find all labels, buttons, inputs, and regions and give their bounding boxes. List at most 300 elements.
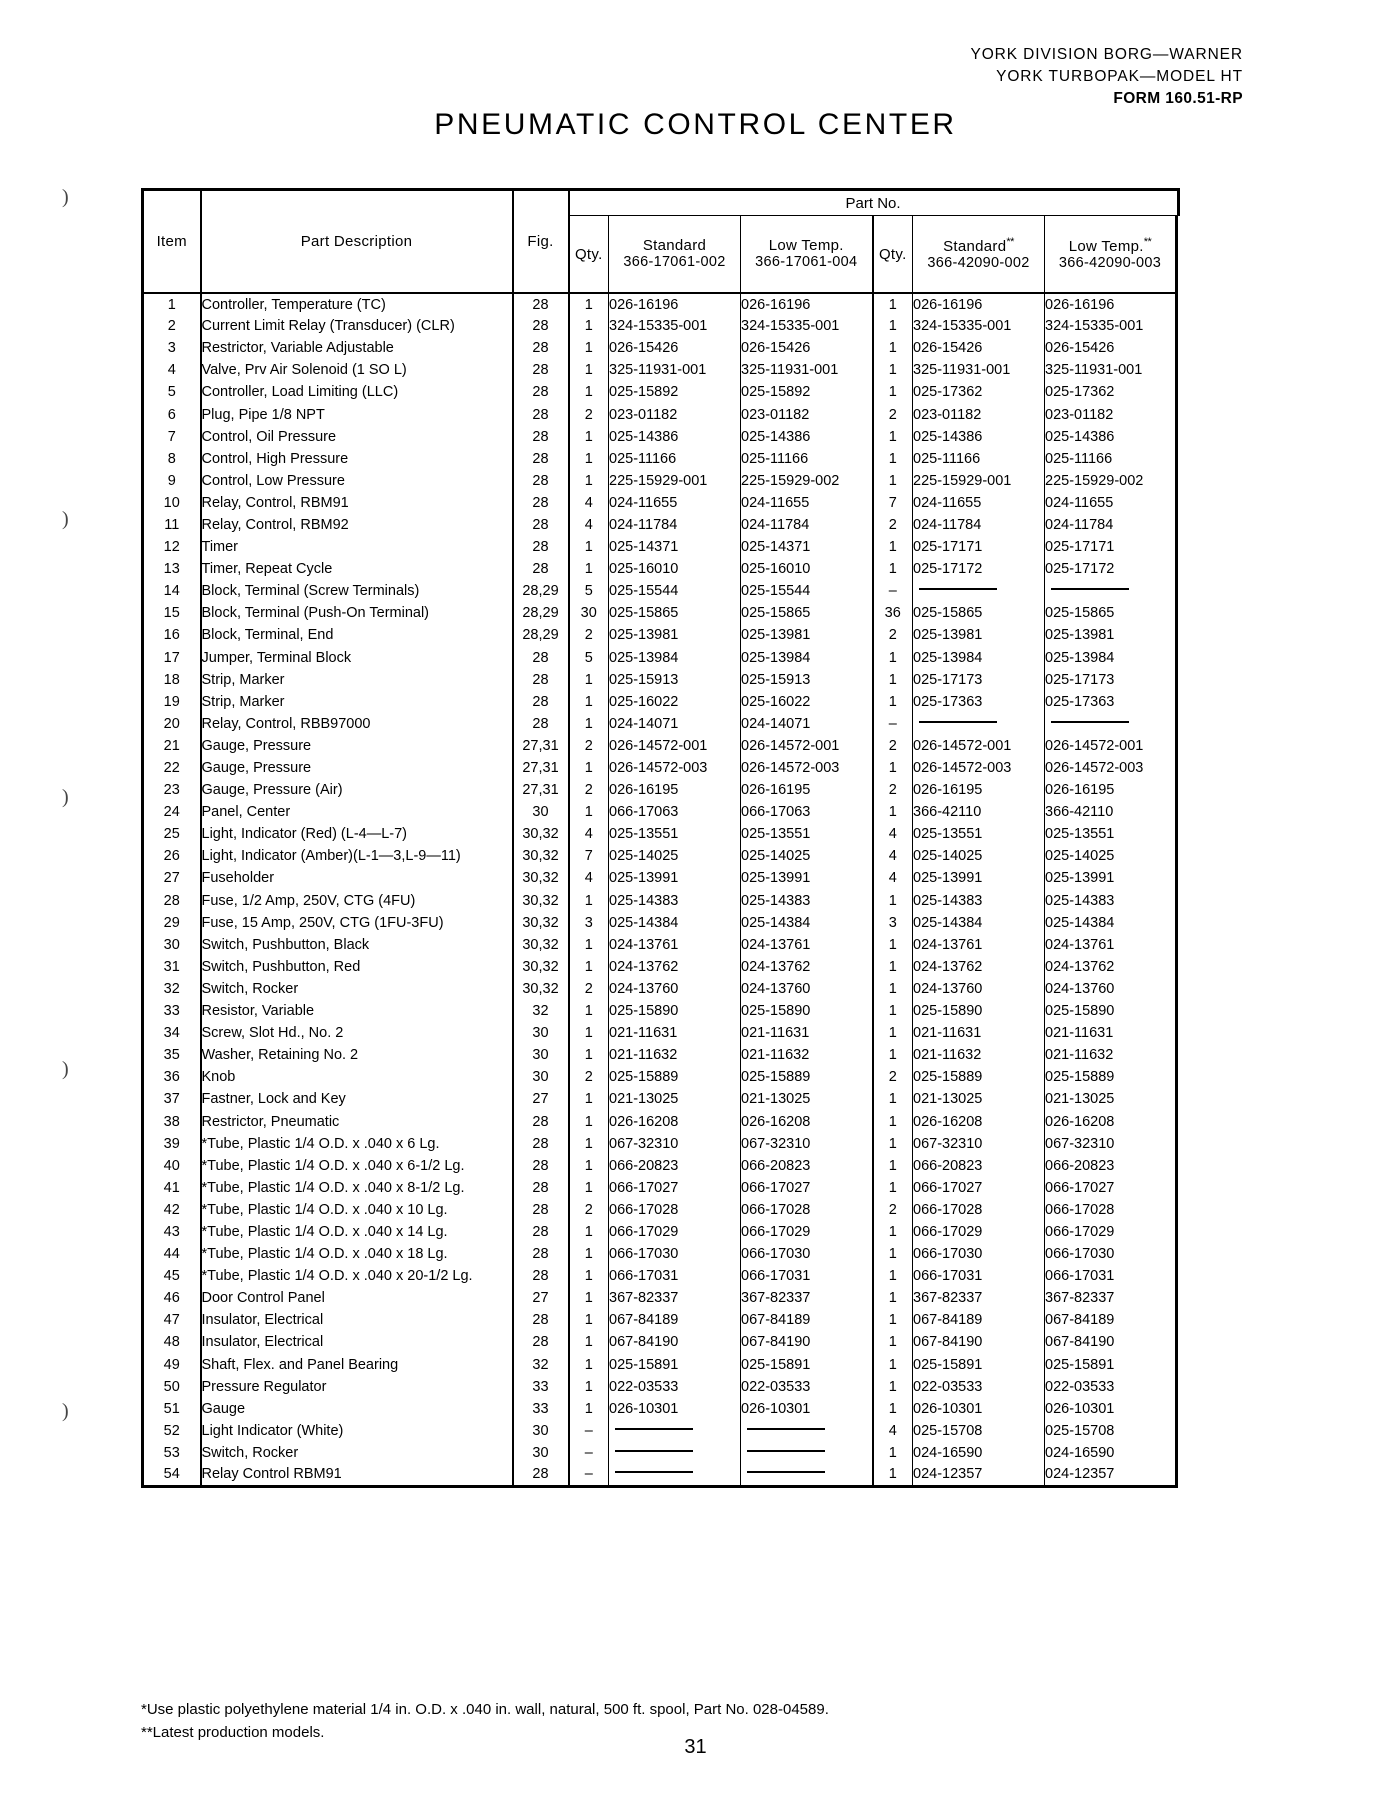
table-row bbox=[143, 1243, 1179, 1265]
cell-standard-2: 066-17027 bbox=[913, 1177, 1045, 1199]
cell-qty-2: 1 bbox=[873, 1376, 913, 1398]
table-row bbox=[143, 1376, 1179, 1398]
row-edge-spacer bbox=[1177, 757, 1179, 779]
cell-qty-1: 4 bbox=[569, 823, 609, 845]
table-row bbox=[143, 602, 1179, 624]
cell-qty-1: 1 bbox=[569, 890, 609, 912]
cell-description: Knob bbox=[201, 1066, 513, 1088]
cell-standard-2: 025-13981 bbox=[913, 624, 1045, 646]
col-header-part-no-group: Part No. bbox=[569, 190, 1177, 216]
cell-standard-2: 021-11631 bbox=[913, 1022, 1045, 1044]
cell-qty-2: 1 bbox=[873, 890, 913, 912]
cell-qty-2: 1 bbox=[873, 1110, 913, 1132]
cell-standard-1: 325-11931-001 bbox=[609, 359, 741, 381]
cell-fig: 28,29 bbox=[513, 580, 569, 602]
cell-description: Light Indicator (White) bbox=[201, 1420, 513, 1442]
cell-qty-1: 2 bbox=[569, 779, 609, 801]
cell-standard-2: 025-15708 bbox=[913, 1420, 1045, 1442]
empty-dash-rule bbox=[615, 1450, 693, 1452]
table-row bbox=[143, 1398, 1179, 1420]
cell-fig: 32 bbox=[513, 1354, 569, 1376]
table-row bbox=[143, 1199, 1179, 1221]
cell-description: Relay, Control, RBB97000 bbox=[201, 713, 513, 735]
cell-standard-1: 023-01182 bbox=[609, 403, 741, 425]
cell-description: Restrictor, Pneumatic bbox=[201, 1110, 513, 1132]
cell-lowtemp-1: 024-13760 bbox=[741, 978, 873, 1000]
cell-fig: 28 bbox=[513, 1243, 569, 1265]
cell-fig: 28 bbox=[513, 470, 569, 492]
row-edge-spacer bbox=[1177, 1265, 1179, 1287]
empty-dash-rule bbox=[747, 1428, 825, 1430]
row-edge-spacer bbox=[1177, 470, 1179, 492]
cell-lowtemp-1: 025-16022 bbox=[741, 691, 873, 713]
cell-fig: 33 bbox=[513, 1398, 569, 1420]
cell-lowtemp-2: 066-17029 bbox=[1045, 1221, 1177, 1243]
cell-lowtemp-2: 021-11631 bbox=[1045, 1022, 1177, 1044]
cell-qty-2: 4 bbox=[873, 867, 913, 889]
cell-standard-2: 025-14383 bbox=[913, 890, 1045, 912]
cell-description: Resistor, Variable bbox=[201, 1000, 513, 1022]
cell-lowtemp-1: 025-15544 bbox=[741, 580, 873, 602]
cell-lowtemp-1: 025-15889 bbox=[741, 1066, 873, 1088]
table-row bbox=[143, 381, 1179, 403]
row-edge-spacer bbox=[1177, 669, 1179, 691]
cell-item: 15 bbox=[143, 602, 201, 624]
cell-fig: 28,29 bbox=[513, 624, 569, 646]
cell-qty-2: 1 bbox=[873, 1287, 913, 1309]
row-edge-spacer bbox=[1177, 315, 1179, 337]
cell-lowtemp-2: 025-14025 bbox=[1045, 845, 1177, 867]
row-edge-spacer bbox=[1177, 1022, 1179, 1044]
cell-lowtemp-2: 026-16208 bbox=[1045, 1110, 1177, 1132]
cell-fig: 28 bbox=[513, 492, 569, 514]
cell-standard-2: 066-20823 bbox=[913, 1155, 1045, 1177]
cell-standard-2: 324-15335-001 bbox=[913, 315, 1045, 337]
cell-standard-2: 022-03533 bbox=[913, 1376, 1045, 1398]
row-edge-spacer bbox=[1177, 359, 1179, 381]
cell-fig: 28 bbox=[513, 558, 569, 580]
cell-qty-2: 1 bbox=[873, 293, 913, 315]
cell-standard-1: 066-17028 bbox=[609, 1199, 741, 1221]
cell-description: *Tube, Plastic 1/4 O.D. x .040 x 20-1/2 Lg. bbox=[201, 1265, 513, 1287]
cell-lowtemp-2: 025-13981 bbox=[1045, 624, 1177, 646]
cell-item: 1 bbox=[143, 293, 201, 315]
cell-description: Pressure Regulator bbox=[201, 1376, 513, 1398]
cell-standard-2: 025-17172 bbox=[913, 558, 1045, 580]
cell-lowtemp-1: 066-17031 bbox=[741, 1265, 873, 1287]
cell-lowtemp-2: 325-11931-001 bbox=[1045, 359, 1177, 381]
row-edge-spacer bbox=[1177, 713, 1179, 735]
cell-lowtemp-1: 025-15865 bbox=[741, 602, 873, 624]
table-row bbox=[143, 978, 1179, 1000]
cell-description: *Tube, Plastic 1/4 O.D. x .040 x 18 Lg. bbox=[201, 1243, 513, 1265]
row-edge-spacer bbox=[1177, 448, 1179, 470]
cell-lowtemp-1: 025-15913 bbox=[741, 669, 873, 691]
cell-lowtemp-2: 366-42110 bbox=[1045, 801, 1177, 823]
cell-standard-1: 026-16195 bbox=[609, 779, 741, 801]
cell-lowtemp-2 bbox=[1045, 713, 1177, 735]
cell-standard-1: 021-11631 bbox=[609, 1022, 741, 1044]
cell-standard-2: 066-17030 bbox=[913, 1243, 1045, 1265]
cell-item: 36 bbox=[143, 1066, 201, 1088]
cell-item: 14 bbox=[143, 580, 201, 602]
cell-standard-2: 025-17363 bbox=[913, 691, 1045, 713]
cell-item: 6 bbox=[143, 403, 201, 425]
table-row bbox=[143, 845, 1179, 867]
cell-qty-2: 1 bbox=[873, 315, 913, 337]
cell-fig: 28 bbox=[513, 359, 569, 381]
cell-lowtemp-2 bbox=[1045, 580, 1177, 602]
cell-lowtemp-1: 025-14384 bbox=[741, 912, 873, 934]
cell-standard-2: 025-14025 bbox=[913, 845, 1045, 867]
row-edge-spacer bbox=[1177, 1066, 1179, 1088]
cell-item: 43 bbox=[143, 1221, 201, 1243]
cell-item: 46 bbox=[143, 1287, 201, 1309]
cell-fig: 27,31 bbox=[513, 757, 569, 779]
row-edge-spacer bbox=[1177, 1464, 1179, 1486]
cell-lowtemp-2: 025-11166 bbox=[1045, 448, 1177, 470]
cell-lowtemp-1: 025-15890 bbox=[741, 1000, 873, 1022]
cell-item: 27 bbox=[143, 867, 201, 889]
cell-qty-2: 1 bbox=[873, 1243, 913, 1265]
row-edge-spacer bbox=[1177, 1133, 1179, 1155]
cell-description: *Tube, Plastic 1/4 O.D. x .040 x 6 Lg. bbox=[201, 1133, 513, 1155]
cell-lowtemp-2: 025-17173 bbox=[1045, 669, 1177, 691]
cell-qty-1: 1 bbox=[569, 1088, 609, 1110]
cell-item: 39 bbox=[143, 1133, 201, 1155]
row-edge-spacer bbox=[1177, 426, 1179, 448]
empty-dash-rule bbox=[615, 1471, 693, 1473]
cell-qty-1: 2 bbox=[569, 624, 609, 646]
cell-fig: 33 bbox=[513, 1376, 569, 1398]
cell-item: 11 bbox=[143, 514, 201, 536]
cell-lowtemp-2: 324-15335-001 bbox=[1045, 315, 1177, 337]
table-row bbox=[143, 647, 1179, 669]
cell-standard-1: 066-17027 bbox=[609, 1177, 741, 1199]
cell-lowtemp-1: 022-03533 bbox=[741, 1376, 873, 1398]
cell-standard-1: 324-15335-001 bbox=[609, 315, 741, 337]
cell-description: Light, Indicator (Amber)(L-1—3,L-9—11) bbox=[201, 845, 513, 867]
cell-qty-1: 4 bbox=[569, 867, 609, 889]
table-row bbox=[143, 757, 1179, 779]
cell-qty-1: 1 bbox=[569, 426, 609, 448]
table-row bbox=[143, 1354, 1179, 1376]
row-edge-spacer bbox=[1177, 845, 1179, 867]
cell-lowtemp-1: 025-14371 bbox=[741, 536, 873, 558]
cell-fig: 28 bbox=[513, 647, 569, 669]
cell-lowtemp-2: 024-16590 bbox=[1045, 1442, 1177, 1464]
cell-fig: 28 bbox=[513, 691, 569, 713]
cell-standard-1: 025-15865 bbox=[609, 602, 741, 624]
cell-item: 26 bbox=[143, 845, 201, 867]
cell-item: 28 bbox=[143, 890, 201, 912]
cell-description: Shaft, Flex. and Panel Bearing bbox=[201, 1354, 513, 1376]
cell-lowtemp-2: 025-17363 bbox=[1045, 691, 1177, 713]
cell-lowtemp-1: 026-10301 bbox=[741, 1398, 873, 1420]
cell-item: 37 bbox=[143, 1088, 201, 1110]
cell-standard-1: 021-11632 bbox=[609, 1044, 741, 1066]
cell-qty-2: 2 bbox=[873, 1199, 913, 1221]
cell-qty-2: 1 bbox=[873, 1133, 913, 1155]
cell-lowtemp-2: 025-15889 bbox=[1045, 1066, 1177, 1088]
cell-item: 19 bbox=[143, 691, 201, 713]
cell-lowtemp-2: 066-17031 bbox=[1045, 1265, 1177, 1287]
cell-item: 45 bbox=[143, 1265, 201, 1287]
cell-lowtemp-1: 024-14071 bbox=[741, 713, 873, 735]
cell-item: 10 bbox=[143, 492, 201, 514]
cell-standard-2: 025-17362 bbox=[913, 381, 1045, 403]
cell-qty-1: 1 bbox=[569, 757, 609, 779]
cell-item: 3 bbox=[143, 337, 201, 359]
cell-item: 5 bbox=[143, 381, 201, 403]
table-row bbox=[143, 1066, 1179, 1088]
cell-qty-2: 1 bbox=[873, 757, 913, 779]
cell-lowtemp-2: 025-15891 bbox=[1045, 1354, 1177, 1376]
cell-qty-1: 1 bbox=[569, 359, 609, 381]
cell-lowtemp-2: 026-10301 bbox=[1045, 1398, 1177, 1420]
cell-qty-2: 4 bbox=[873, 1420, 913, 1442]
cell-qty-1: – bbox=[569, 1464, 609, 1486]
col-header-lowtemp-2: Low Temp.** 366-42090-003 bbox=[1045, 216, 1177, 294]
row-edge-spacer bbox=[1177, 1331, 1179, 1353]
row-edge-spacer bbox=[1177, 1398, 1179, 1420]
footnote-single-asterisk: *Use plastic polyethylene material 1/4 in. O.D. x .040 in. wall, natural, 500 ft. spool, Part No. 028-04589. bbox=[141, 1701, 829, 1718]
cell-standard-2: 025-13984 bbox=[913, 647, 1045, 669]
cell-fig: 28 bbox=[513, 337, 569, 359]
table-row bbox=[143, 735, 1179, 757]
empty-dash-rule bbox=[747, 1450, 825, 1452]
table-row bbox=[143, 558, 1179, 580]
row-edge-spacer bbox=[1177, 934, 1179, 956]
cell-lowtemp-2: 025-15708 bbox=[1045, 1420, 1177, 1442]
cell-standard-1: 024-11655 bbox=[609, 492, 741, 514]
cell-qty-1: 4 bbox=[569, 514, 609, 536]
table-row bbox=[143, 1442, 1179, 1464]
cell-qty-2: 1 bbox=[873, 470, 913, 492]
row-edge-spacer bbox=[1177, 1155, 1179, 1177]
cell-item: 23 bbox=[143, 779, 201, 801]
empty-dash-rule bbox=[1051, 588, 1129, 590]
cell-qty-1: 1 bbox=[569, 1221, 609, 1243]
cell-item: 41 bbox=[143, 1177, 201, 1199]
row-edge-spacer bbox=[1177, 978, 1179, 1000]
cell-item: 18 bbox=[143, 669, 201, 691]
cell-standard-2: 225-15929-001 bbox=[913, 470, 1045, 492]
cell-fig: 30,32 bbox=[513, 845, 569, 867]
cell-standard-1: 025-13984 bbox=[609, 647, 741, 669]
cell-fig: 27,31 bbox=[513, 779, 569, 801]
cell-item: 22 bbox=[143, 757, 201, 779]
row-edge-spacer bbox=[1177, 558, 1179, 580]
cell-lowtemp-2: 066-20823 bbox=[1045, 1155, 1177, 1177]
header-form-line: FORM 160.51-RP bbox=[1113, 90, 1243, 107]
row-edge-spacer bbox=[1177, 1420, 1179, 1442]
cell-lowtemp-2: 021-13025 bbox=[1045, 1088, 1177, 1110]
cell-lowtemp-2: 067-84190 bbox=[1045, 1331, 1177, 1353]
cell-qty-2: 1 bbox=[873, 1265, 913, 1287]
cell-standard-1: 025-14371 bbox=[609, 536, 741, 558]
cell-lowtemp-1: 026-14572-003 bbox=[741, 757, 873, 779]
document-header bbox=[970, 44, 1243, 110]
cell-description: Valve, Prv Air Solenoid (1 SO L) bbox=[201, 359, 513, 381]
cell-qty-1: 3 bbox=[569, 912, 609, 934]
cell-lowtemp-2: 025-17172 bbox=[1045, 558, 1177, 580]
cell-description: *Tube, Plastic 1/4 O.D. x .040 x 6-1/2 Lg. bbox=[201, 1155, 513, 1177]
cell-fig: 28 bbox=[513, 1221, 569, 1243]
table-row bbox=[143, 359, 1179, 381]
cell-lowtemp-2: 024-13761 bbox=[1045, 934, 1177, 956]
cell-standard-2: 025-13991 bbox=[913, 867, 1045, 889]
cell-standard-1: 025-15913 bbox=[609, 669, 741, 691]
cell-item: 4 bbox=[143, 359, 201, 381]
cell-description: Switch, Rocker bbox=[201, 1442, 513, 1464]
standard-2-footnote-marker: ** bbox=[1006, 235, 1014, 248]
row-edge-spacer bbox=[1177, 1442, 1179, 1464]
cell-standard-2 bbox=[913, 580, 1045, 602]
cell-qty-2: 1 bbox=[873, 1000, 913, 1022]
cell-qty-2: 1 bbox=[873, 691, 913, 713]
cell-qty-2: 2 bbox=[873, 514, 913, 536]
col-header-item: Item bbox=[143, 190, 201, 294]
table-row bbox=[143, 669, 1179, 691]
table-row bbox=[143, 492, 1179, 514]
cell-qty-2: 1 bbox=[873, 934, 913, 956]
cell-item: 13 bbox=[143, 558, 201, 580]
cell-item: 12 bbox=[143, 536, 201, 558]
cell-qty-2: 2 bbox=[873, 779, 913, 801]
cell-lowtemp-1: 025-13991 bbox=[741, 867, 873, 889]
row-edge-spacer bbox=[1177, 956, 1179, 978]
cell-lowtemp-2: 066-17027 bbox=[1045, 1177, 1177, 1199]
cell-standard-1: 024-13762 bbox=[609, 956, 741, 978]
table-row bbox=[143, 1177, 1179, 1199]
cell-description: Current Limit Relay (Transducer) (CLR) bbox=[201, 315, 513, 337]
row-edge-spacer bbox=[1177, 1044, 1179, 1066]
table-row bbox=[143, 1000, 1179, 1022]
cell-fig: 27 bbox=[513, 1287, 569, 1309]
cell-standard-2: 021-13025 bbox=[913, 1088, 1045, 1110]
cell-item: 9 bbox=[143, 470, 201, 492]
cell-qty-1: 1 bbox=[569, 337, 609, 359]
row-edge-spacer bbox=[1177, 1110, 1179, 1132]
cell-qty-2: 36 bbox=[873, 602, 913, 624]
cell-standard-2: 026-14572-001 bbox=[913, 735, 1045, 757]
cell-qty-2: 1 bbox=[873, 1022, 913, 1044]
cell-standard-2: 025-11166 bbox=[913, 448, 1045, 470]
cell-fig: 28 bbox=[513, 403, 569, 425]
row-edge-spacer bbox=[1177, 1088, 1179, 1110]
cell-qty-1: 1 bbox=[569, 470, 609, 492]
cell-standard-2: 024-12357 bbox=[913, 1464, 1045, 1486]
cell-standard-2: 024-13762 bbox=[913, 956, 1045, 978]
cell-standard-1: 025-14025 bbox=[609, 845, 741, 867]
cell-standard-2: 066-17031 bbox=[913, 1265, 1045, 1287]
cell-lowtemp-1: 024-13761 bbox=[741, 934, 873, 956]
cell-lowtemp-2: 367-82337 bbox=[1045, 1287, 1177, 1309]
cell-qty-1: 1 bbox=[569, 1309, 609, 1331]
table-row bbox=[143, 514, 1179, 536]
cell-standard-2: 025-15865 bbox=[913, 602, 1045, 624]
table-row bbox=[143, 779, 1179, 801]
cell-item: 50 bbox=[143, 1376, 201, 1398]
cell-qty-2: 1 bbox=[873, 1398, 913, 1420]
cell-standard-2: 024-16590 bbox=[913, 1442, 1045, 1464]
cell-description: Plug, Pipe 1/8 NPT bbox=[201, 403, 513, 425]
cell-fig: 28 bbox=[513, 514, 569, 536]
row-edge-spacer bbox=[1177, 293, 1179, 315]
cell-lowtemp-1: 026-16196 bbox=[741, 293, 873, 315]
table-row bbox=[143, 1133, 1179, 1155]
cell-qty-1: 1 bbox=[569, 293, 609, 315]
cell-qty-2: – bbox=[873, 713, 913, 735]
cell-qty-2: 1 bbox=[873, 1354, 913, 1376]
cell-lowtemp-1: 225-15929-002 bbox=[741, 470, 873, 492]
cell-qty-1: 1 bbox=[569, 1376, 609, 1398]
empty-dash-rule bbox=[919, 588, 997, 590]
cell-qty-1: 1 bbox=[569, 1044, 609, 1066]
table-row bbox=[143, 1022, 1179, 1044]
cell-lowtemp-1: 024-11784 bbox=[741, 514, 873, 536]
cell-standard-2: 026-16195 bbox=[913, 779, 1045, 801]
cell-item: 34 bbox=[143, 1022, 201, 1044]
table-row bbox=[143, 1464, 1179, 1486]
cell-standard-2: 025-14384 bbox=[913, 912, 1045, 934]
cell-qty-1: 1 bbox=[569, 1155, 609, 1177]
cell-item: 54 bbox=[143, 1464, 201, 1486]
cell-fig: 30,32 bbox=[513, 823, 569, 845]
cell-standard-1: 026-16196 bbox=[609, 293, 741, 315]
cell-qty-2: 2 bbox=[873, 735, 913, 757]
footnote-double-asterisk: **Latest production models. bbox=[141, 1724, 325, 1742]
cell-description: Fuseholder bbox=[201, 867, 513, 889]
cell-standard-2: 066-17028 bbox=[913, 1199, 1045, 1221]
cell-item: 38 bbox=[143, 1110, 201, 1132]
cell-lowtemp-1: 066-17028 bbox=[741, 1199, 873, 1221]
table-row bbox=[143, 1331, 1179, 1353]
cell-qty-2: 1 bbox=[873, 1464, 913, 1486]
table-row bbox=[143, 867, 1179, 889]
cell-qty-2: 4 bbox=[873, 823, 913, 845]
cell-description: Strip, Marker bbox=[201, 691, 513, 713]
cell-description: Door Control Panel bbox=[201, 1287, 513, 1309]
cell-qty-2: 1 bbox=[873, 558, 913, 580]
cell-fig: 28 bbox=[513, 315, 569, 337]
cell-description: *Tube, Plastic 1/4 O.D. x .040 x 8-1/2 Lg. bbox=[201, 1177, 513, 1199]
cell-qty-1: 1 bbox=[569, 1133, 609, 1155]
header-division-line: YORK DIVISION BORG—WARNER bbox=[970, 46, 1243, 63]
cell-qty-1: 2 bbox=[569, 735, 609, 757]
cell-standard-1: 066-17030 bbox=[609, 1243, 741, 1265]
cell-fig: 30 bbox=[513, 1044, 569, 1066]
cell-fig: 28,29 bbox=[513, 602, 569, 624]
empty-dash-rule bbox=[1051, 721, 1129, 723]
cell-qty-2: 1 bbox=[873, 801, 913, 823]
table-row bbox=[143, 293, 1179, 315]
cell-qty-1: 1 bbox=[569, 669, 609, 691]
table-row bbox=[143, 1044, 1179, 1066]
cell-qty-2: 1 bbox=[873, 448, 913, 470]
page-number: 31 bbox=[684, 1736, 707, 1758]
row-edge-spacer bbox=[1177, 823, 1179, 845]
cell-qty-1: 1 bbox=[569, 713, 609, 735]
cell-qty-1: 2 bbox=[569, 978, 609, 1000]
cell-fig: 32 bbox=[513, 1000, 569, 1022]
empty-dash-rule bbox=[615, 1428, 693, 1430]
cell-qty-1: – bbox=[569, 1442, 609, 1464]
cell-description: *Tube, Plastic 1/4 O.D. x .040 x 14 Lg. bbox=[201, 1221, 513, 1243]
cell-lowtemp-2: 225-15929-002 bbox=[1045, 470, 1177, 492]
table-row bbox=[143, 1088, 1179, 1110]
